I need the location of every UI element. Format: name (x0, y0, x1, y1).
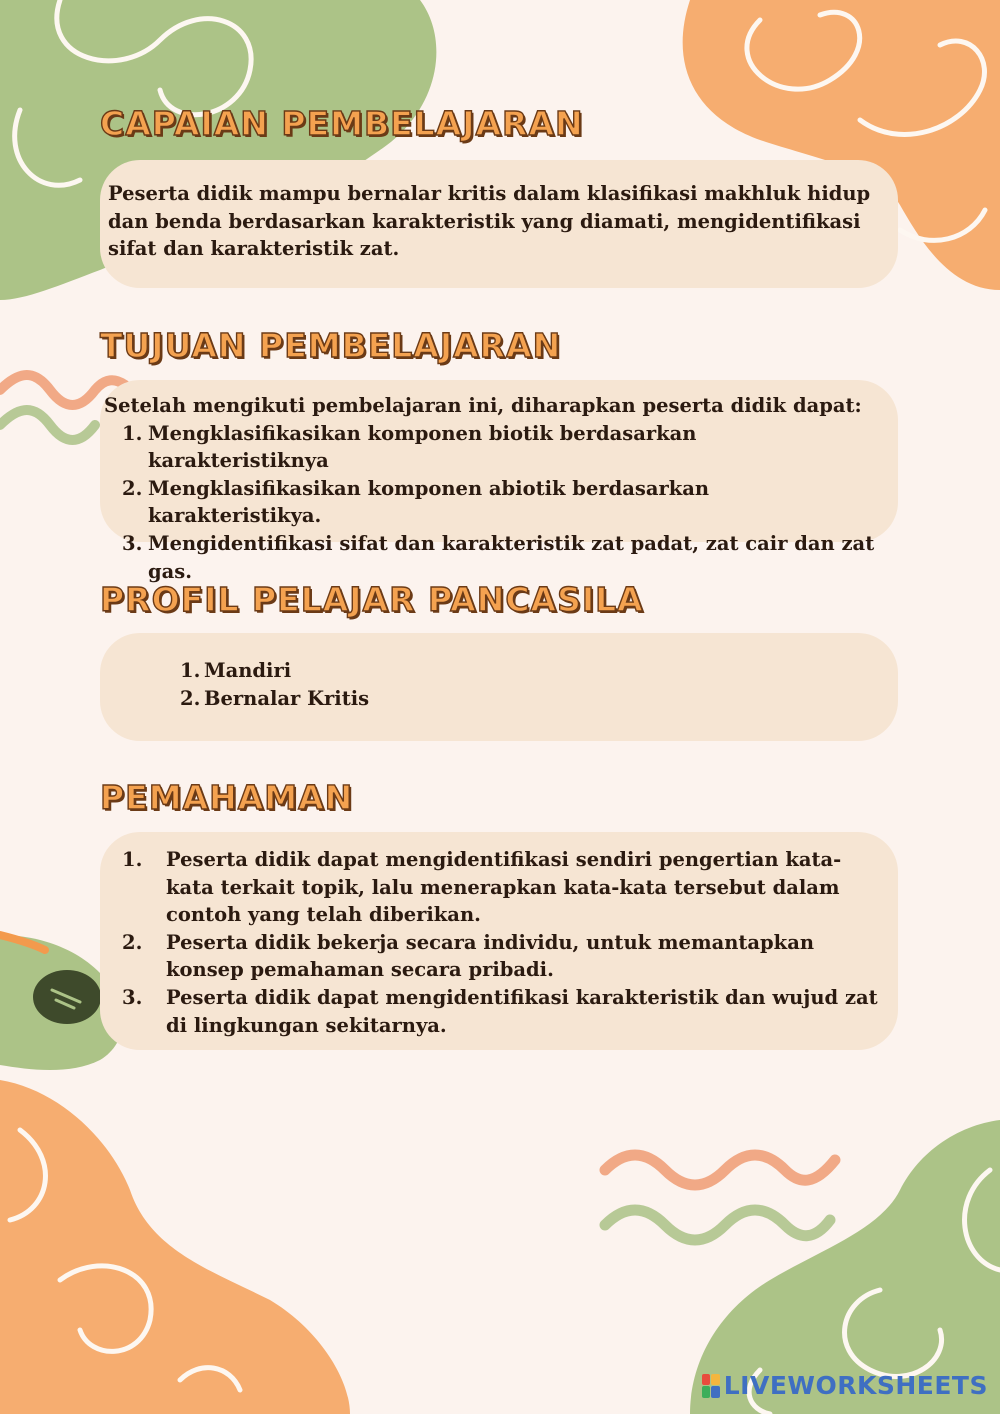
heading-profil-pelajar-pancasila: PROFIL PELAJAR PANCASILA (100, 580, 644, 619)
card-pemahaman (100, 832, 898, 1050)
squiggle-green-right (605, 1210, 830, 1240)
profil-list (180, 657, 878, 712)
liveworksheets-brand[interactable] (702, 1371, 988, 1400)
list-item (104, 530, 878, 585)
card-profil (100, 633, 898, 741)
list-number: 2. (122, 476, 143, 500)
tujuan-list (104, 420, 878, 586)
list-item (122, 929, 878, 984)
list-text: Bernalar Kritis (204, 686, 370, 710)
pemahaman-list (122, 846, 878, 1039)
brand-name: LIVEWORKSHEETS (723, 1371, 988, 1400)
squiggle-green-left (0, 410, 95, 440)
heading-pemahaman: PEMAHAMAN (100, 778, 354, 817)
list-number: 2. (122, 930, 143, 954)
list-item (180, 685, 878, 713)
heading-tujuan-pembelajaran: TUJUAN PEMBELAJARAN (100, 326, 562, 365)
list-number: 2. (180, 686, 201, 710)
list-item (122, 846, 878, 929)
list-item (104, 420, 878, 475)
list-number: 1. (122, 421, 143, 445)
tujuan-intro: Setelah mengikuti pembelajaran ini, diharapkan peserta didik dapat: (104, 394, 862, 417)
list-text: Mengklasifikasikan komponen abiotik berdasarkan karakteristikya. (148, 476, 710, 528)
list-item (180, 657, 878, 685)
list-text: Mengklasifikasikan komponen biotik berdasarkan karakteristiknya (148, 421, 697, 473)
list-item (122, 984, 878, 1039)
list-text: Peserta didik dapat mengidentifikasi sendiri pengertian kata-kata terkait topik, lalu menerapkan kata-kata tersebut dalam contoh yang telah diberikan. (166, 848, 842, 927)
card-tujuan (100, 380, 898, 583)
list-text: Peserta didik bekerja secara individu, untuk memantapkan konsep pemahaman secara pribadi. (166, 930, 815, 982)
list-text: Mengidentifikasi sifat dan karakteristik zat padat, zat cair dan zat gas. (148, 531, 875, 583)
liveworksheets-logo-icon (702, 1374, 720, 1398)
list-number: 1. (180, 659, 201, 682)
card-capaian (100, 160, 898, 288)
capaian-text: Peserta didik mampu bernalar kritis dalam klasifikasi makhluk hidup dan benda berdasarkan karakteristik yang diamati, mengidentifikasi sifat dan karakteristik zat. (108, 182, 871, 261)
orange-blob-bottom-left (0, 1080, 350, 1414)
heading-capaian-pembelajaran: CAPAIAN PEMBELAJARAN (100, 104, 584, 143)
squiggle-orange-right (605, 1155, 835, 1185)
list-text: Peserta didik dapat mengidentifikasi karakteristik dan wujud zat di lingkungan sekitarnya. (166, 985, 878, 1037)
list-text: Mandiri (204, 659, 292, 682)
list-number: 3. (122, 531, 143, 555)
list-number: 3. (122, 985, 143, 1009)
list-number: 1. (122, 848, 143, 871)
list-item (104, 475, 878, 530)
